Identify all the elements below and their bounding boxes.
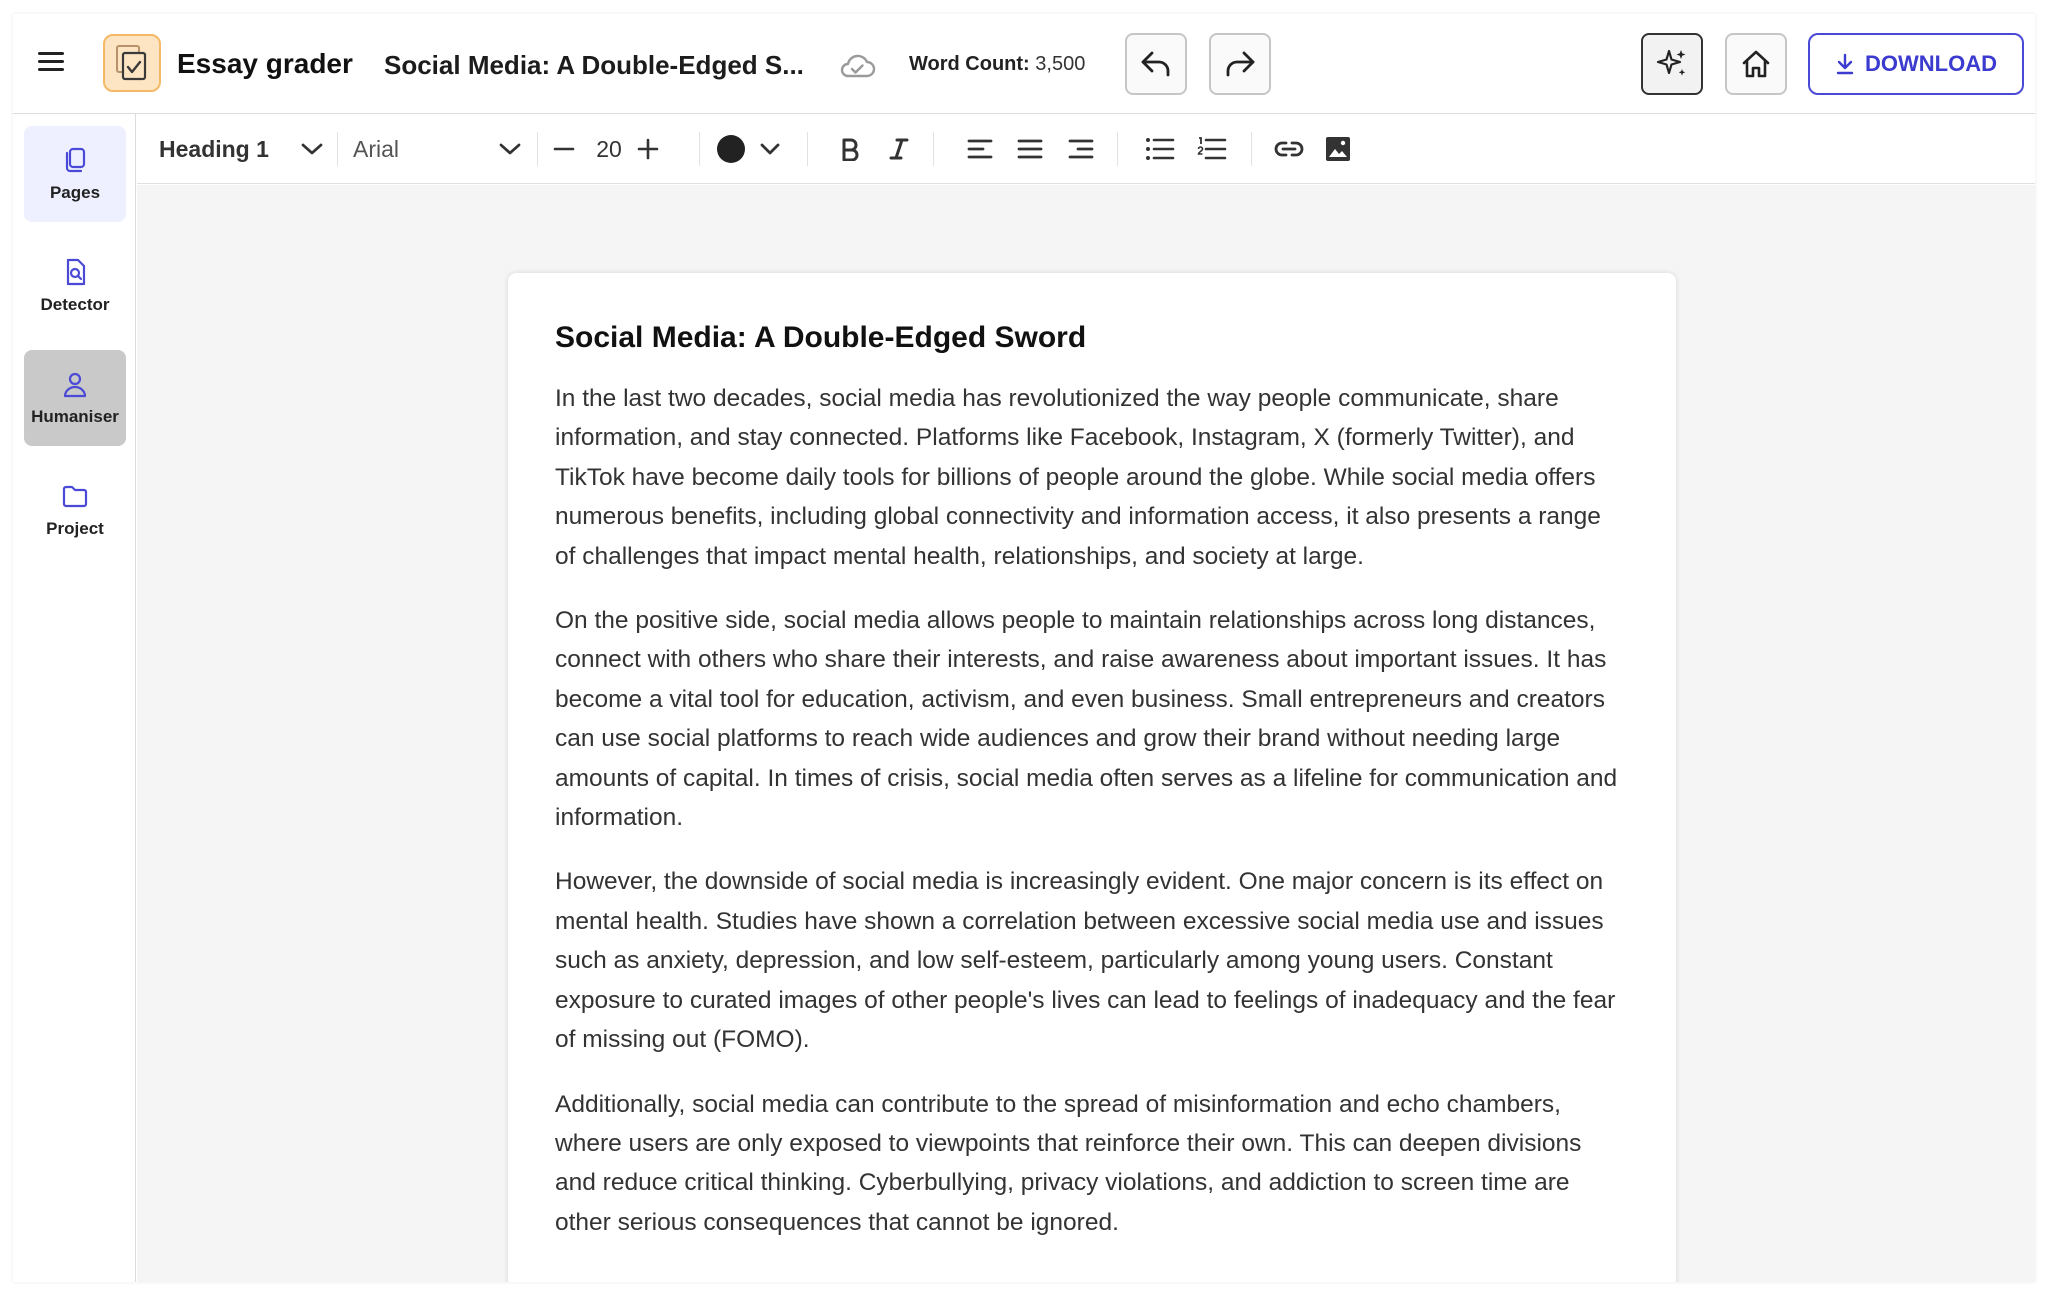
app-window [13,14,2035,1282]
redo-button[interactable] [1209,33,1271,95]
minus-icon [553,138,575,160]
font-family-select[interactable] [339,128,533,170]
detector-icon [60,257,90,287]
chevron-down-icon [498,141,522,157]
home-button[interactable] [1725,33,1787,95]
cloud-saved-icon [838,52,876,80]
toolbar-divider [1251,132,1252,166]
insert-link-button[interactable] [1273,128,1305,170]
block-style-select[interactable] [137,128,335,170]
sidebar [13,114,136,1282]
align-left-icon [967,138,993,160]
color-swatch [717,135,745,163]
editor-canvas[interactable] [137,185,2035,1282]
sidebar-item-detector[interactable] [24,238,126,334]
sidebar-item-humaniser[interactable] [24,350,126,446]
ai-assist-button[interactable] [1641,33,1703,95]
font-family-value: Arial [353,135,400,162]
sidebar-item-project[interactable] [24,462,126,558]
word-count-value: 3,500 [1035,53,1086,75]
bullet-list-icon [1145,137,1175,161]
italic-button[interactable] [889,128,913,170]
bullet-list-button[interactable] [1145,128,1175,170]
document-paragraph[interactable]: Additionally, social media can contribute to the spread of misinformation and echo chambers, where users are only exposed to viewpoints that reinforce their own. This can deepen divisions and reduce critical thinking. Cyberbullying, privacy violations, and addiction to screen time are other serious consequences that cannot be ignored. [555,1090,1582,1236]
essay-grader-logo [103,34,161,92]
download-label: DOWNLOAD [1865,51,1997,76]
plus-icon [637,138,659,160]
numbered-list-icon [1197,136,1227,162]
align-right-button[interactable] [1068,128,1096,170]
bold-icon [841,137,859,161]
menu-icon[interactable] [35,48,67,78]
word-count [909,53,1085,76]
image-icon [1325,136,1351,162]
align-center-icon [1017,138,1043,160]
sidebar-item-label: Pages [49,183,101,202]
document-paragraph[interactable]: In the last two decades, social media has revolutionized the way people communicate, share information, and stay connected. Platforms like Facebook, Instagram, X (formerly Twitter), and TikTok have become daily tools for billions of people around the globe. While social media offers numerous benefits, including global connectivity and information access, it also presents a range of challenges that impact mental health, relationships, and society at large. [555,385,1601,570]
chevron-down-icon [759,141,781,157]
user-icon [60,369,90,399]
sidebar-item-label: Project [46,519,104,538]
italic-icon [889,137,909,161]
top-bar [13,14,2035,114]
toolbar-divider [537,132,538,166]
chevron-down-icon [300,141,324,157]
toolbar-divider [1117,132,1118,166]
align-left-button[interactable] [967,128,995,170]
font-size-field[interactable] [587,128,631,170]
folder-icon [60,481,90,511]
link-icon [1273,140,1305,158]
ai-sparkle-icon [1655,47,1689,81]
download-icon [1835,53,1855,75]
undo-button[interactable] [1125,33,1187,95]
word-count-label: Word Count: [909,53,1030,75]
document-title[interactable]: Social Media: A Double-Edged S... [384,50,804,80]
bold-button[interactable] [841,128,865,170]
pages-icon [60,145,90,175]
document-paragraph[interactable]: However, the downside of social media is increasingly evident. One major concern is its effect on mental health. Studies have shown a correlation between excessive social media use and issues such as anxiety, depression, and low self-esteem, particularly among young users. Constant exposure to curated images of other people's lives can lead to feelings of inadequacy and the fear of missing out (FOMO). [555,868,1616,1054]
sidebar-item-pages[interactable] [24,126,126,222]
home-icon [1740,48,1772,80]
align-right-icon [1068,138,1094,160]
undo-icon [1139,49,1173,79]
font-size-decrease-button[interactable] [553,128,577,170]
document-page[interactable] [508,273,1676,1282]
numbered-list-button[interactable] [1197,128,1227,170]
block-style-value: Heading 1 [159,135,269,162]
align-center-button[interactable] [1017,128,1045,170]
toolbar-divider [337,132,338,166]
format-toolbar [137,114,2035,184]
document-paragraph[interactable]: On the positive side, social media allows people to maintain relationships across long distances, connect with others who share their interests, and raise awareness about important issues. It has become a vital tool for education, activism, and even business. Small entrepreneurs and creators can use social platforms to reach wide audiences and grow their brand without needing large amounts of capital. In times of crisis, social media often serves as a lifeline for communication and information. [555,607,1618,832]
font-size-value: 20 [596,135,622,162]
app-title: Essay grader [177,48,353,79]
download-button[interactable] [1808,33,2024,95]
text-color-picker[interactable] [717,128,787,170]
toolbar-divider [807,132,808,166]
toolbar-divider [699,132,700,166]
toolbar-divider [933,132,934,166]
font-size-increase-button[interactable] [637,128,661,170]
redo-icon [1223,49,1257,79]
sidebar-item-label: Detector [40,295,110,314]
sidebar-item-label: Humaniser [31,407,119,426]
insert-image-button[interactable] [1325,128,1353,170]
document-heading[interactable]: Social Media: A Double-Edged Sword [555,321,1087,354]
